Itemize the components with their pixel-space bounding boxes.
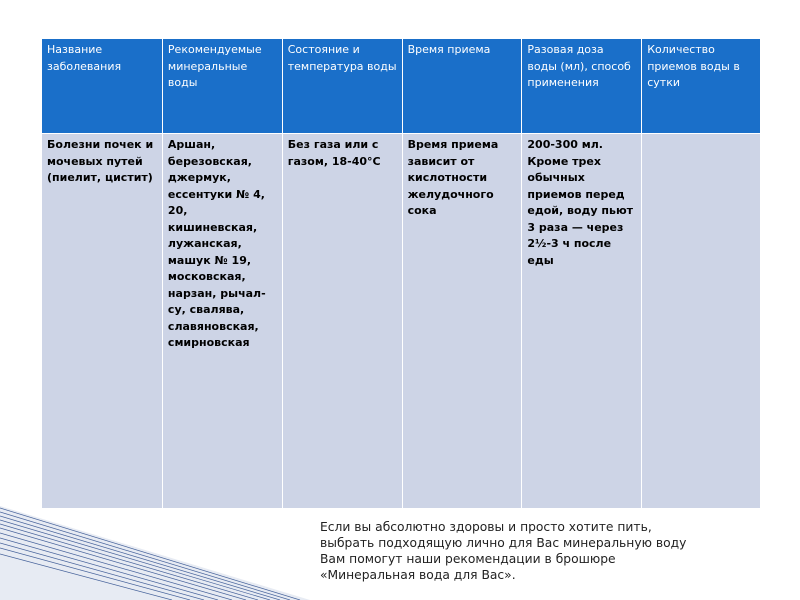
note-line: «Минеральная вода для Вас».	[320, 568, 516, 582]
cell-intake-time: Время приема зависит от кислотности желудочного сока	[402, 134, 522, 509]
note-line: выбрать подходящую лично для Вас минеральную воду	[320, 536, 687, 550]
header-single-dose: Разовая доза воды (мл), способ применения	[522, 39, 642, 134]
table-header-row	[42, 39, 761, 134]
cell-disease: Болезни почек и мочевых путей (пиелит, цистит)	[42, 134, 163, 509]
note-line: Вам помогут наши рекомендации в брошюре	[320, 552, 616, 566]
cell-recommended-waters: Аршан, березовская, джермук, ессентуки № 4, 20, кишиневская, лужанская, машук № 19, московская, нарзан, рычал-су, свалява, славяновская, смирновская	[162, 134, 282, 509]
note-line: Если вы абсолютно здоровы и просто хотите пить,	[320, 520, 652, 534]
decorative-swoosh	[0, 478, 330, 600]
header-daily-count: Количество приемов воды в сутки	[642, 39, 761, 134]
cell-state-temperature: Без газа или с газом, 18-40°С	[282, 134, 402, 509]
header-state-temperature: Состояние и температура воды	[282, 39, 402, 134]
header-intake-time: Время приема	[402, 39, 522, 134]
cell-daily-count	[642, 134, 761, 509]
cell-single-dose: 200-300 мл. Кроме трех обычных приемов перед едой, воду пьют 3 раза — через 2½-3 ч после еды	[522, 134, 642, 509]
table-row	[42, 134, 761, 509]
mineral-water-table	[41, 38, 761, 509]
header-recommended-waters: Рекомендуемые минеральные воды	[162, 39, 282, 134]
brochure-note	[320, 519, 780, 583]
header-disease: Название заболевания	[42, 39, 163, 134]
